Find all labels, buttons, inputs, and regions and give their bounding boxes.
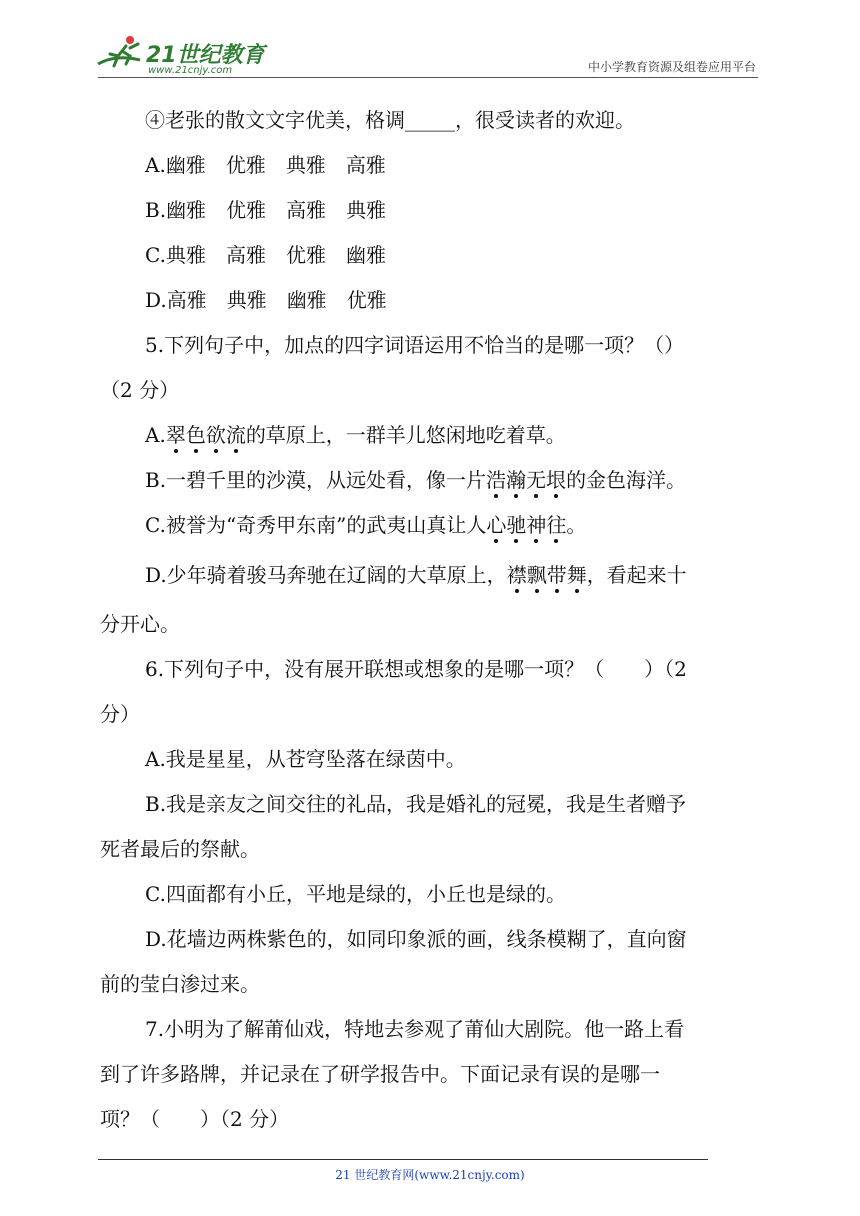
dotted-phrase bbox=[166, 423, 246, 447]
option-word: 优雅 bbox=[285, 243, 326, 267]
emphasis-char: 心 bbox=[486, 513, 507, 537]
emphasis-char: 流 bbox=[225, 423, 246, 447]
question-6: 6.下列句子中，没有展开联想或想象的是哪一项？（ ）（2 bbox=[145, 657, 687, 681]
footer-source: 21 世纪教育网(www.21cnjy.com) bbox=[335, 1168, 525, 1182]
q6-option-c: C.四面都有小丘，平地是绿的，小丘也是绿的。 bbox=[145, 882, 566, 906]
emphasis-char: 浩 bbox=[486, 468, 507, 492]
text-pre: D.少年骑着骏马奔驰在辽阔的大草原上， bbox=[145, 563, 507, 587]
q5-option-a bbox=[100, 413, 765, 458]
option-letter: D. bbox=[145, 288, 167, 312]
option-c bbox=[100, 233, 765, 278]
option-word: 幽雅 bbox=[166, 198, 207, 222]
text-post: 。 bbox=[566, 513, 587, 537]
page-header bbox=[0, 0, 860, 90]
logo-text: 21世纪教育 bbox=[146, 43, 265, 68]
option-word: 优雅 bbox=[346, 288, 387, 312]
emphasis-char: 垠 bbox=[546, 468, 567, 492]
emphasis-char: 神 bbox=[526, 513, 547, 537]
text-post: 的金色海洋。 bbox=[566, 468, 687, 492]
emphasis-char: 襟 bbox=[506, 563, 527, 587]
q6-option-b-continued: 死者最后的祭献。 bbox=[100, 837, 260, 861]
option-word: 幽雅 bbox=[286, 288, 327, 312]
site-logo bbox=[96, 34, 286, 78]
option-word: 高雅 bbox=[225, 243, 266, 267]
emphasis-char: 舞 bbox=[566, 563, 587, 587]
emphasis-char: 往 bbox=[546, 513, 567, 537]
option-letter: C. bbox=[145, 243, 166, 267]
q6-option-b: B.我是亲友之间交往的礼品，我是婚礼的冠冕，我是生者赠予 bbox=[145, 792, 687, 816]
emphasis-char: 无 bbox=[526, 468, 547, 492]
question-7-score: 项？（ ）（2 分） bbox=[100, 1107, 290, 1131]
emphasis-char: 色 bbox=[185, 423, 206, 447]
emphasis-char: 欲 bbox=[205, 423, 226, 447]
dotted-phrase bbox=[486, 468, 566, 492]
question-5: 5.下列句子中，加点的四字词语运用不恰当的是哪一项？（） bbox=[145, 333, 685, 357]
q5-option-d bbox=[100, 548, 765, 602]
question-line: ④老张的散文文字优美，格调_____，很受读者的欢迎。 bbox=[145, 108, 635, 132]
question-6-continued: 分） bbox=[100, 702, 140, 726]
option-word: 幽雅 bbox=[345, 243, 386, 267]
option-word: 优雅 bbox=[225, 153, 266, 177]
option-word: 高雅 bbox=[166, 288, 207, 312]
logo-url: www.21cnjy.com bbox=[148, 65, 233, 76]
text-pre: A. bbox=[145, 423, 166, 447]
emphasis-char: 翠 bbox=[165, 423, 186, 447]
q6-option-d: D.花墙边两株紫色的，如同印象派的画，线条模糊了，直向窗 bbox=[145, 927, 687, 951]
option-word: 典雅 bbox=[165, 243, 206, 267]
emphasis-char: 瀚 bbox=[506, 468, 527, 492]
dotted-phrase bbox=[507, 563, 587, 587]
option-word: 典雅 bbox=[285, 153, 326, 177]
option-letter: A. bbox=[145, 153, 166, 177]
option-word: 幽雅 bbox=[165, 153, 206, 177]
option-word: 典雅 bbox=[226, 288, 267, 312]
dotted-phrase bbox=[486, 513, 566, 537]
platform-name: 中小学教育资源及组卷应用平台 bbox=[587, 60, 756, 74]
question-7-continued: 到了许多路牌，并记录在了研学报告中。下面记录有误的是哪一 bbox=[100, 1062, 660, 1086]
q6-option-d-continued: 前的莹白渗过来。 bbox=[100, 972, 260, 996]
question-7: 7.小明为了解莆仙戏，特地去参观了莆仙大剧院。他一路上看 bbox=[145, 1017, 685, 1041]
emphasis-char: 驰 bbox=[506, 513, 527, 537]
option-d bbox=[100, 278, 765, 323]
document-body bbox=[100, 98, 765, 1142]
footer-divider bbox=[98, 1159, 708, 1160]
q5-option-d-continued: 分开心。 bbox=[100, 612, 180, 636]
emphasis-char: 飘 bbox=[526, 563, 547, 587]
text-pre: B.一碧千里的沙漠，从远处看，像一片 bbox=[145, 468, 487, 492]
question-5-score: （2 分） bbox=[100, 378, 180, 402]
q5-option-c bbox=[100, 503, 765, 548]
option-word: 优雅 bbox=[226, 198, 267, 222]
option-word: 高雅 bbox=[286, 198, 327, 222]
text-post: 的草原上，一群羊儿悠闲地吃着草。 bbox=[245, 423, 566, 447]
q6-option-a: A.我是星星，从苍穹坠落在绿茵中。 bbox=[145, 747, 466, 771]
text-pre: C.被誉为“奇秀甲东南”的武夷山真让人 bbox=[145, 513, 487, 537]
option-word: 典雅 bbox=[346, 198, 387, 222]
option-b bbox=[100, 188, 765, 233]
option-a bbox=[100, 143, 765, 188]
q5-option-b bbox=[100, 458, 765, 503]
option-word: 高雅 bbox=[345, 153, 386, 177]
header-divider bbox=[98, 77, 758, 78]
text-post: ，看起来十 bbox=[586, 563, 687, 587]
emphasis-char: 带 bbox=[546, 563, 567, 587]
option-letter: B. bbox=[145, 198, 167, 222]
